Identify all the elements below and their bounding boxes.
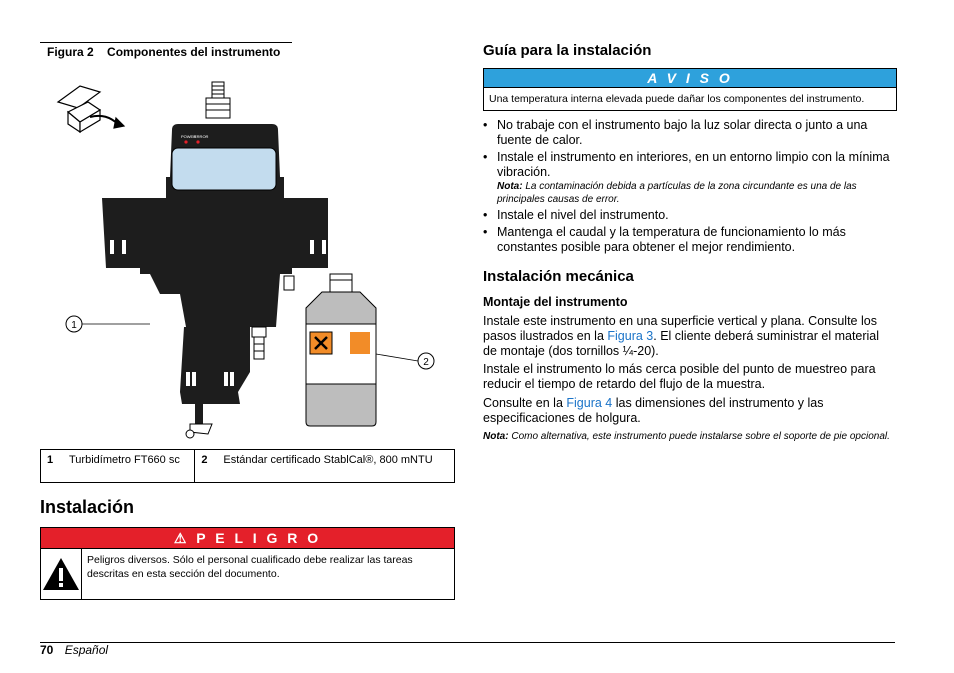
box-icon <box>58 86 124 132</box>
panel-label-error: ERROR <box>194 134 209 139</box>
hazard-exclamation-icon <box>41 556 81 592</box>
legend-text-1: Turbidímetro FT660 sc <box>63 450 195 483</box>
callout-1-label: 1 <box>71 320 77 331</box>
paragraph-text: las dimensiones del instrumento y las especificaciones de holgura. <box>483 396 824 425</box>
footer-rule <box>40 642 895 643</box>
cable-connector <box>206 82 230 118</box>
callout-2-label: 2 <box>423 357 429 368</box>
notice-text: Una temperatura interna elevada puede dañar los componentes del instrumento. <box>489 93 865 105</box>
page-number: 70 <box>40 643 54 657</box>
notice-box <box>483 68 897 111</box>
section-heading-mechanical: Instalación mecánica <box>483 268 634 285</box>
danger-label: P E L I G R O <box>196 530 322 546</box>
figure-label: Figura 2 <box>47 45 94 59</box>
section-heading-installation: Instalación <box>40 497 135 517</box>
note-text: Como alternativa, este instrumento puede instalarse sobre el soporte de pie opcional. <box>511 431 890 442</box>
paragraph-text: Instale este instrumento en una superficie vertical y plana. Consulte los pasos ilustrados en la <box>483 314 877 343</box>
mounting-note <box>483 430 895 443</box>
panel-label-power: POWER <box>181 134 197 139</box>
note-text: La contaminación debida a partículas de la zona circundante es una de las principales causas de error. <box>497 181 857 205</box>
instrument-base <box>180 327 250 404</box>
note-label: Nota: <box>497 181 523 192</box>
danger-text: Peligros diversos. Sólo el personal cualificado debe realizar las tareas descritas en esta sección del documento. <box>87 554 413 580</box>
guide-bullet-list <box>483 118 895 257</box>
section-heading-guide: Guía para la instalación <box>483 42 652 59</box>
instrument-mid-housing <box>102 198 328 274</box>
warning-triangle-icon: ⚠ <box>173 530 190 546</box>
standard-bottle <box>306 274 376 426</box>
paragraph-text: Consulte en la <box>483 396 567 410</box>
danger-header <box>41 528 454 549</box>
instrument-figure <box>40 62 455 447</box>
instrument-lower-housing <box>150 274 280 327</box>
table-row <box>41 450 455 483</box>
mounting-paragraph-3 <box>483 396 895 426</box>
list-item: • Mantenga el caudal y la temperatura de funcionamiento lo más constantes posible para obtener el mejor rendimiento. <box>483 225 895 255</box>
list-item <box>483 150 895 206</box>
notice-label: A V I S O <box>484 69 896 88</box>
page-footer <box>40 643 108 657</box>
legend-number-1: 1 <box>41 450 64 483</box>
legend-number-2: 2 <box>195 450 218 483</box>
legend-text-2: Estándar certificado StablCal®, 800 mNTU <box>217 450 454 483</box>
danger-box <box>40 527 455 600</box>
subheading-mounting: Montaje del instrumento <box>483 295 628 309</box>
figure-caption <box>47 45 280 59</box>
footer-language: Español <box>64 643 109 657</box>
figure-3-link[interactable]: Figura 3 <box>607 329 654 343</box>
paragraph-text: . El cliente deberá suministrar el material de montaje (dos tornillos ¼-20). <box>483 329 880 358</box>
list-item: • Instale el nivel del instrumento. <box>483 208 895 223</box>
mounting-paragraph-1 <box>483 314 895 359</box>
list-item-text: Instale el instrumento en interiores, en un entorno limpio con la mínima vibración. <box>497 150 890 179</box>
bullet-note <box>497 180 895 206</box>
mounting-paragraph-2: Instale el instrumento lo más cerca posible del punto de muestreo para reducir el tiempo de retardo del flujo de la muestra. <box>483 362 876 391</box>
figure-4-link[interactable]: Figura 4 <box>566 396 613 410</box>
figure-top-rule <box>40 42 292 43</box>
component-legend-table <box>40 449 455 483</box>
note-label: Nota: <box>483 431 509 442</box>
instrument-illustration <box>40 62 455 447</box>
list-item: • No trabaje con el instrumento bajo la luz solar directa o junto a una fuente de calor. <box>483 118 895 148</box>
figure-title: Componentes del instrumento <box>107 45 281 59</box>
